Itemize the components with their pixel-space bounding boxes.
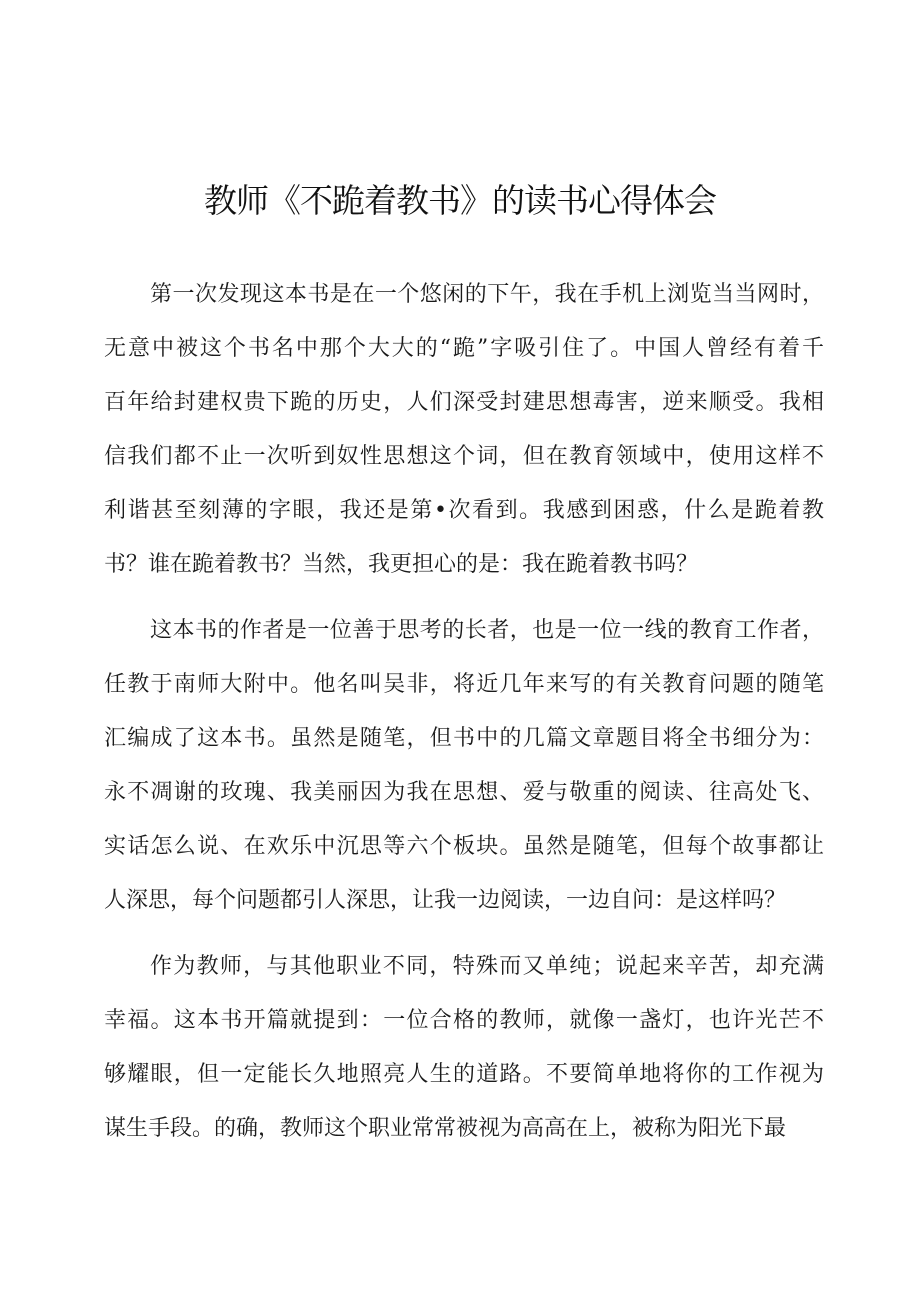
document-title: 教师《不跪着教书》的读书心得体会 — [204, 181, 716, 220]
paragraph-as-teacher — [104, 940, 824, 1156]
text-line: 够耀眼，但一定能长久地照亮人生的道路。不要简单地将你的工作视为 — [104, 1062, 824, 1087]
text-line: 信我们都不止一次听到奴性思想这个词，但在教育领域中，使用这样不 — [104, 444, 824, 469]
paragraph-first-discovery — [104, 268, 824, 592]
text-line: 任教于南师大附中。他名叫吴非，将近几年来写的有关教育问题的随笔 — [104, 672, 824, 697]
text-line: 书？谁在跪着教书？当然，我更担心的是：我在跪着教书吗？ — [104, 552, 699, 577]
text-line: 无意中被这个书名中那个大大的“跪”字吸引住了。中国人曾经有着千 — [104, 336, 824, 361]
text-line: 利谐甚至刻薄的字眼，我还是第•次看到。我感到困惑，什么是跪着教 — [104, 498, 824, 523]
text-line: 这本书的作者是一位善于思考的长者，也是一位一线的教育工作者， — [150, 618, 824, 643]
text-line: 谋生手段。的确，教师这个职业常常被视为高高在上，被称为阳光下最 — [104, 1116, 787, 1141]
text-line: 作为教师，与其他职业不同，特殊而又单纯；说起来辛苦，却充满 — [150, 954, 824, 979]
text-line: 人深思，每个问题都引人深思，让我一边阅读，一边自问：是这样吗？ — [104, 888, 787, 913]
text-line: 第一次发现这本书是在一个悠闲的下午，我在手机上浏览当当网时， — [150, 282, 824, 307]
text-line: 永不凋谢的玫瑰、我美丽因为我在思想、爱与敬重的阅读、往高处飞、 — [104, 780, 824, 805]
text-line: 汇编成了这本书。虽然是随笔，但书中的几篇文章题目将全书细分为： — [104, 726, 824, 751]
text-line: 实话怎么说、在欢乐中沉思等六个板块。虽然是随笔，但每个故事都让 — [104, 834, 824, 859]
text-line: 幸福。这本书开篇就提到：一位合格的教师，就像一盏灯，也许光芒不 — [104, 1008, 824, 1033]
paragraph-about-author — [104, 604, 824, 928]
text-line: 百年给封建权贵下跪的历史，人们深受封建思想毒害，逆来顺受。我相 — [104, 390, 824, 415]
